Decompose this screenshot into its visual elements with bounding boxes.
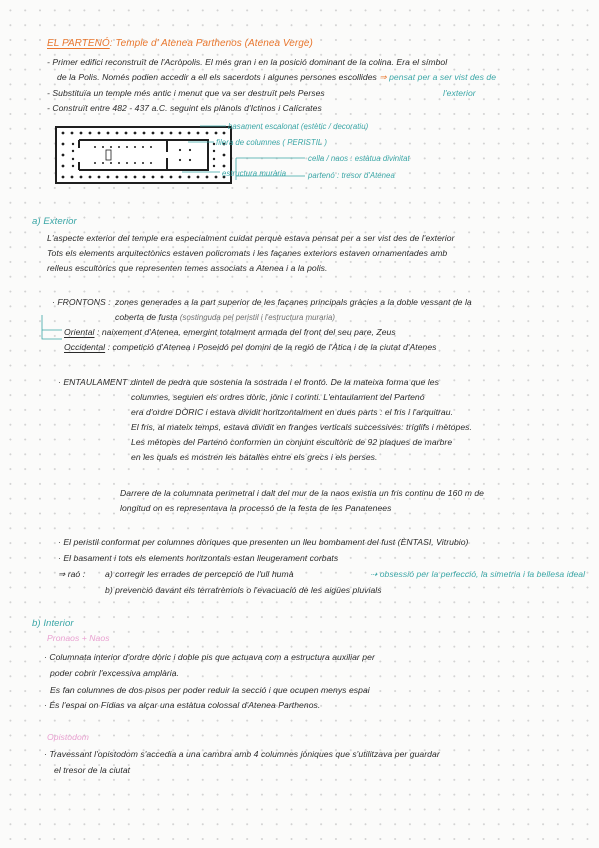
entaulament-line-1: dintell de pedra que sostenia la sostrada i el frontó. De la mateixa forma que les — [131, 377, 439, 387]
fronton-occidental — [64, 342, 437, 353]
rao-label: ⇒ raó : — [58, 569, 86, 579]
oriental-label: Oriental — [64, 327, 95, 337]
section-b-line-6: el tresor de la ciutat — [54, 765, 131, 775]
subheading-pronaos-naos: Pronaos + Naos — [47, 633, 110, 643]
section-a-heading: a) Exterior — [32, 216, 77, 227]
section-b-line-4: · És l'espai on Fídias va alçar una estàtua colossal d'Atenea Parthenos. — [44, 700, 321, 710]
section-a-line-1: L'aspecte exterior del temple era especialment cuidat perquè estava pensat per a ser vist des de l'exterior — [47, 233, 455, 243]
section-b-line-1: · Columnata interior d'ordre dòric i doble pis que actuava com a estructura auxiliar per — [44, 652, 375, 662]
occidental-text: : competició d'Atenea i Poseidó pel domini de la regió de l'Àtica i de la ciutat d'Atenes — [107, 342, 437, 352]
section-b-line-5: · Travessant l'opistodom s'accedia a una cambra amb 4 columnes jòniques que s'utilitzava per guardar — [44, 749, 440, 759]
rao-b: b) prevenció davant els terratrèmols o l'evacuació de les aigües pluvials — [105, 585, 382, 595]
label-fileres: filera de columnes ( PERISTIL ) — [216, 138, 328, 147]
oriental-text: : naixement d'Atenea, emergint totalment armada del front del seu pare, Zeus — [96, 327, 396, 337]
label-cella: cella / naos : estàtua divinitat — [308, 154, 410, 163]
rao-a-note — [370, 569, 585, 580]
intro-line-3: - Substituïa un temple més antic i menut que va ser destruït pels Perses — [47, 88, 325, 98]
frontons-label: · FRONTONS : — [52, 297, 111, 307]
entaulament-para2-line-2: longitud on es representava la processó de la festa de les Panatenees — [120, 503, 392, 513]
entaulament-line-4: El fris, al mateix temps, estava dividit en franges verticals successives: tríglifs i mètopes. — [131, 422, 472, 432]
frontons-line-1: zones generades a la part superior de les façanes principals gràcies a la doble vessant de la — [115, 297, 472, 307]
rao-a: a) corregir les errades de percepció de l'ull humà — [105, 569, 294, 579]
peristil-line-1: · El peristil conformat per columnes dòriques que presenten un lleu bombament del fust (ÈNTASI, Vitrubio) — [58, 537, 469, 547]
frontons-line-2-text: coberta de fusta — [115, 312, 178, 322]
label-basament: basament escalonat (estètic / decoratiu) — [228, 122, 369, 131]
occidental-label: Occidental — [64, 342, 106, 352]
title-subtitle: : Temple d' Atenea Parthenos (Atenea Verge) — [109, 38, 313, 49]
section-a-line-2: Tots els elements arquitectònics estaven policromats i les façanes exteriors estaven ornamentades amb — [47, 248, 448, 258]
title-main: EL PARTENÓ — [47, 38, 110, 49]
fronton-oriental — [64, 327, 396, 338]
dashed-arrow-icon: ⇢ — [370, 569, 378, 579]
subheading-opistodom: Opistodom — [47, 732, 90, 742]
intro-line-1: - Primer edifici reconstruït de l'Acròpolis. El més gran i en la posició dominant de la colina. Era el símbol — [47, 57, 448, 67]
frontons-line-2 — [115, 312, 335, 323]
rao-a-note-text: obsessió per la perfecció, la simetria i la bellesa ideal — [379, 569, 586, 579]
entaulament-line-3: era d'ordre DÒRIC i estava dividit horitzontalment en dues parts : el fris i l'arquitrau. — [131, 407, 454, 417]
entaulament-label: · ENTAULAMENT : — [58, 377, 133, 387]
section-a-line-3: relleus escultòrics que representen temes associats a Atenea i a la polis. — [47, 263, 328, 273]
intro-note: pensat per a ser vist des de — [389, 72, 497, 82]
entaulament-line-6: en les quals es mostren les batalles entre els grecs i els perses. — [131, 452, 378, 462]
peristil-line-2: · El basament i tots els elements horitzontals estan lleugerament corbats — [58, 553, 339, 563]
intro-line-2-text: de la Polis. Només podien accedir a ell els sacerdots i algunes persones escollides — [57, 72, 377, 82]
entaulament-line-5: Les mètopes del Partenó conformen un conjunt escultòric de 92 plaques de marbre — [131, 437, 453, 447]
section-b-line-3: Es fan columnes de dos pisos per poder reduir la secció i que ocupen menys espai — [50, 685, 370, 695]
section-b-line-2: poder cobrir l'excessiva amplària. — [50, 668, 179, 678]
label-estructura: estructura murària — [222, 169, 287, 178]
intro-line-4: - Construït entre 482 - 437 a.C. seguint els plànols d'Ictinos i Calícrates — [47, 103, 322, 113]
intro-note-cont: l'exterior — [443, 88, 476, 98]
entaulament-line-2: columnes, seguien els ordres dòric, jònic i corinti. L'entaulament del Partenó — [131, 392, 425, 402]
label-parteno: partenó : tresor d'Atenea — [308, 171, 395, 180]
arrow-icon: ⇒ — [379, 72, 387, 82]
section-b-heading: b) Interior — [32, 618, 74, 629]
entaulament-para2-line-1: Darrere de la columnata perimetral i dalt del mur de la naos existia un fris continu de 160 m de — [120, 488, 485, 498]
frontons-note: (sostinguda pel peristil i l'estructura muraria) — [179, 313, 336, 322]
